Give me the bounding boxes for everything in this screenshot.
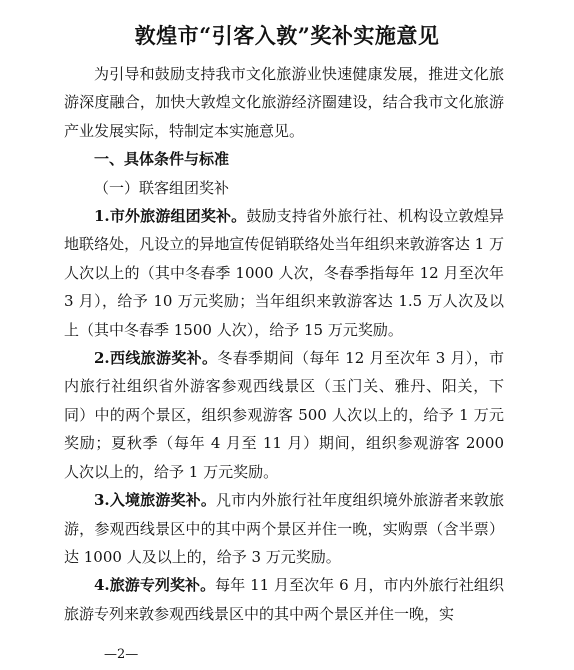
clause-3 — [64, 486, 504, 571]
page-number: —2— — [104, 647, 139, 662]
document-title: 敦煌市“引客入敦”奖补实施意见 — [134, 23, 440, 48]
clause-1-label: 1.市外旅游组团奖补。 — [94, 207, 247, 226]
subsection-heading-1: （一）联客组团奖补 — [94, 178, 230, 197]
clause-4-label: 4.旅游专列奖补。 — [94, 576, 216, 595]
clause-3-label: 3.入境旅游奖补。 — [94, 491, 216, 510]
clause-2 — [64, 344, 504, 486]
clause-3-text: 凡市内外旅行社年度组织境外旅游者来敦旅游，参观西线景区中的其中两个景区并住一晚，实购票（含半票）达 1000 人及以上的，给予 3 万元奖励。 — [64, 491, 504, 566]
clause-1 — [64, 202, 504, 344]
clause-1-text: 鼓励支持省外旅行社、机构设立敦煌异地联络处，凡设立的异地宣传促销联络处当年组织来敦游客达 1 万人次以上的（其中冬春季 1000 人次，冬春季指每年 12 月至次年 3 月），给予 10 万元奖励；当年组织来敦游客达 1.5 万人次及以上（其中冬春季 1500 人次），给予 15 万元奖励。 — [64, 207, 504, 339]
intro-paragraph: 为引导和鼓励支持我市文化旅游业快速健康发展，推进文化旅游深度融合，加快大敦煌文化旅游经济圈建设，结合我市文化旅游产业发展实际，特制定本实施意见。 — [64, 65, 504, 140]
clause-4 — [64, 571, 504, 628]
section-heading-1: 一、具体条件与标准 — [94, 150, 230, 169]
clause-4-text: 每年 11 月至次年 6 月，市内外旅行社组织旅游专列来敦参观西线景区中的其中两个景区并住一晚，实 — [64, 576, 504, 623]
clause-2-label: 2.西线旅游奖补。 — [94, 349, 218, 368]
clause-2-text: 冬春季期间（每年 12 月至次年 3 月），市内旅行社组织省外游客参观西线景区（玉门关、雅丹、阳关，下同）中的两个景区，组织参观游客 500 人次以上的，给予 1 万元奖励；夏秋季（每年 4 月至 11 月）期间，组织参观游客 2000 人次以上的，给予 1 万元奖励。 — [64, 349, 504, 481]
document-body — [64, 60, 504, 628]
